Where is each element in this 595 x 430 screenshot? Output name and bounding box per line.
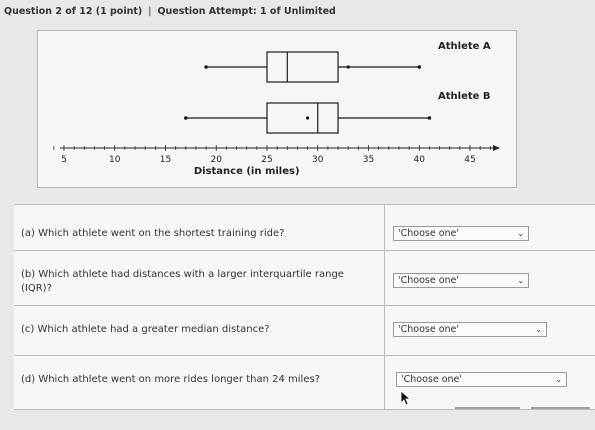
x-tick-label: 10 (109, 155, 121, 165)
attempt-counter: Question Attempt: 1 of Unlimited (157, 5, 336, 17)
boxplot-panel (37, 30, 517, 188)
mouse-cursor-icon (400, 390, 412, 406)
athlete-b-max-point (428, 116, 432, 120)
x-tick-label: 5 (61, 155, 67, 165)
question-text-b: (b) Which athlete had distances with a larger interquartile range (IQR)? (21, 269, 344, 294)
question-header (0, 0, 595, 22)
question-table (14, 204, 595, 409)
header-separator: | (148, 5, 152, 17)
select-value-a: 'Choose one' (398, 228, 459, 239)
select-value-b: 'Choose one' (398, 275, 459, 286)
chevron-down-icon: ⌄ (555, 375, 562, 384)
athlete-b-label: Athlete B (438, 91, 491, 102)
answer-select-b[interactable] (393, 273, 529, 288)
chevron-down-icon: ⌄ (517, 276, 524, 285)
select-value-c: 'Choose one' (398, 324, 459, 335)
athlete-b-marker-point (306, 116, 309, 119)
select-value-d: 'Choose one' (401, 374, 462, 385)
x-tick-label: 45 (464, 155, 476, 165)
x-tick-label: 20 (210, 155, 222, 165)
question-text-a: (a) Which athlete went on the shortest training ride? (21, 228, 285, 239)
question-text-c: (c) Which athlete had a greater median distance? (21, 324, 270, 335)
x-axis-arrow (493, 145, 500, 151)
question-row-b (14, 250, 595, 306)
question-row-a (14, 205, 595, 251)
athlete-a-box (267, 52, 338, 82)
athlete-b-box (267, 103, 338, 133)
answer-select-a[interactable] (393, 226, 529, 241)
answer-select-c[interactable] (393, 322, 547, 337)
athlete-a-max-point (417, 65, 421, 69)
chevron-down-icon: ⌄ (535, 325, 542, 334)
x-tick-label: 30 (312, 155, 324, 165)
boxplot-chart (38, 31, 516, 187)
footer-underline-decor (455, 405, 595, 411)
question-row-c (14, 305, 595, 356)
athlete-b-min-point (184, 116, 188, 120)
x-tick-label: 15 (159, 155, 172, 165)
x-axis-title: Distance (in miles) (193, 166, 300, 177)
answer-select-d[interactable] (396, 372, 567, 387)
athlete-a-label: Athlete A (438, 41, 491, 52)
x-tick-label: 25 (261, 155, 273, 165)
question-row-d (14, 355, 595, 410)
chevron-down-icon: ⌄ (517, 229, 524, 238)
x-tick-label: 40 (413, 155, 425, 165)
athlete-a-marker-point (347, 65, 350, 68)
question-number: Question 2 of 12 (1 point) (4, 5, 143, 17)
x-tick-label: 35 (362, 155, 375, 165)
athlete-a-min-point (204, 65, 208, 69)
question-text-d: (d) Which athlete went on more rides longer than 24 miles? (21, 374, 320, 385)
